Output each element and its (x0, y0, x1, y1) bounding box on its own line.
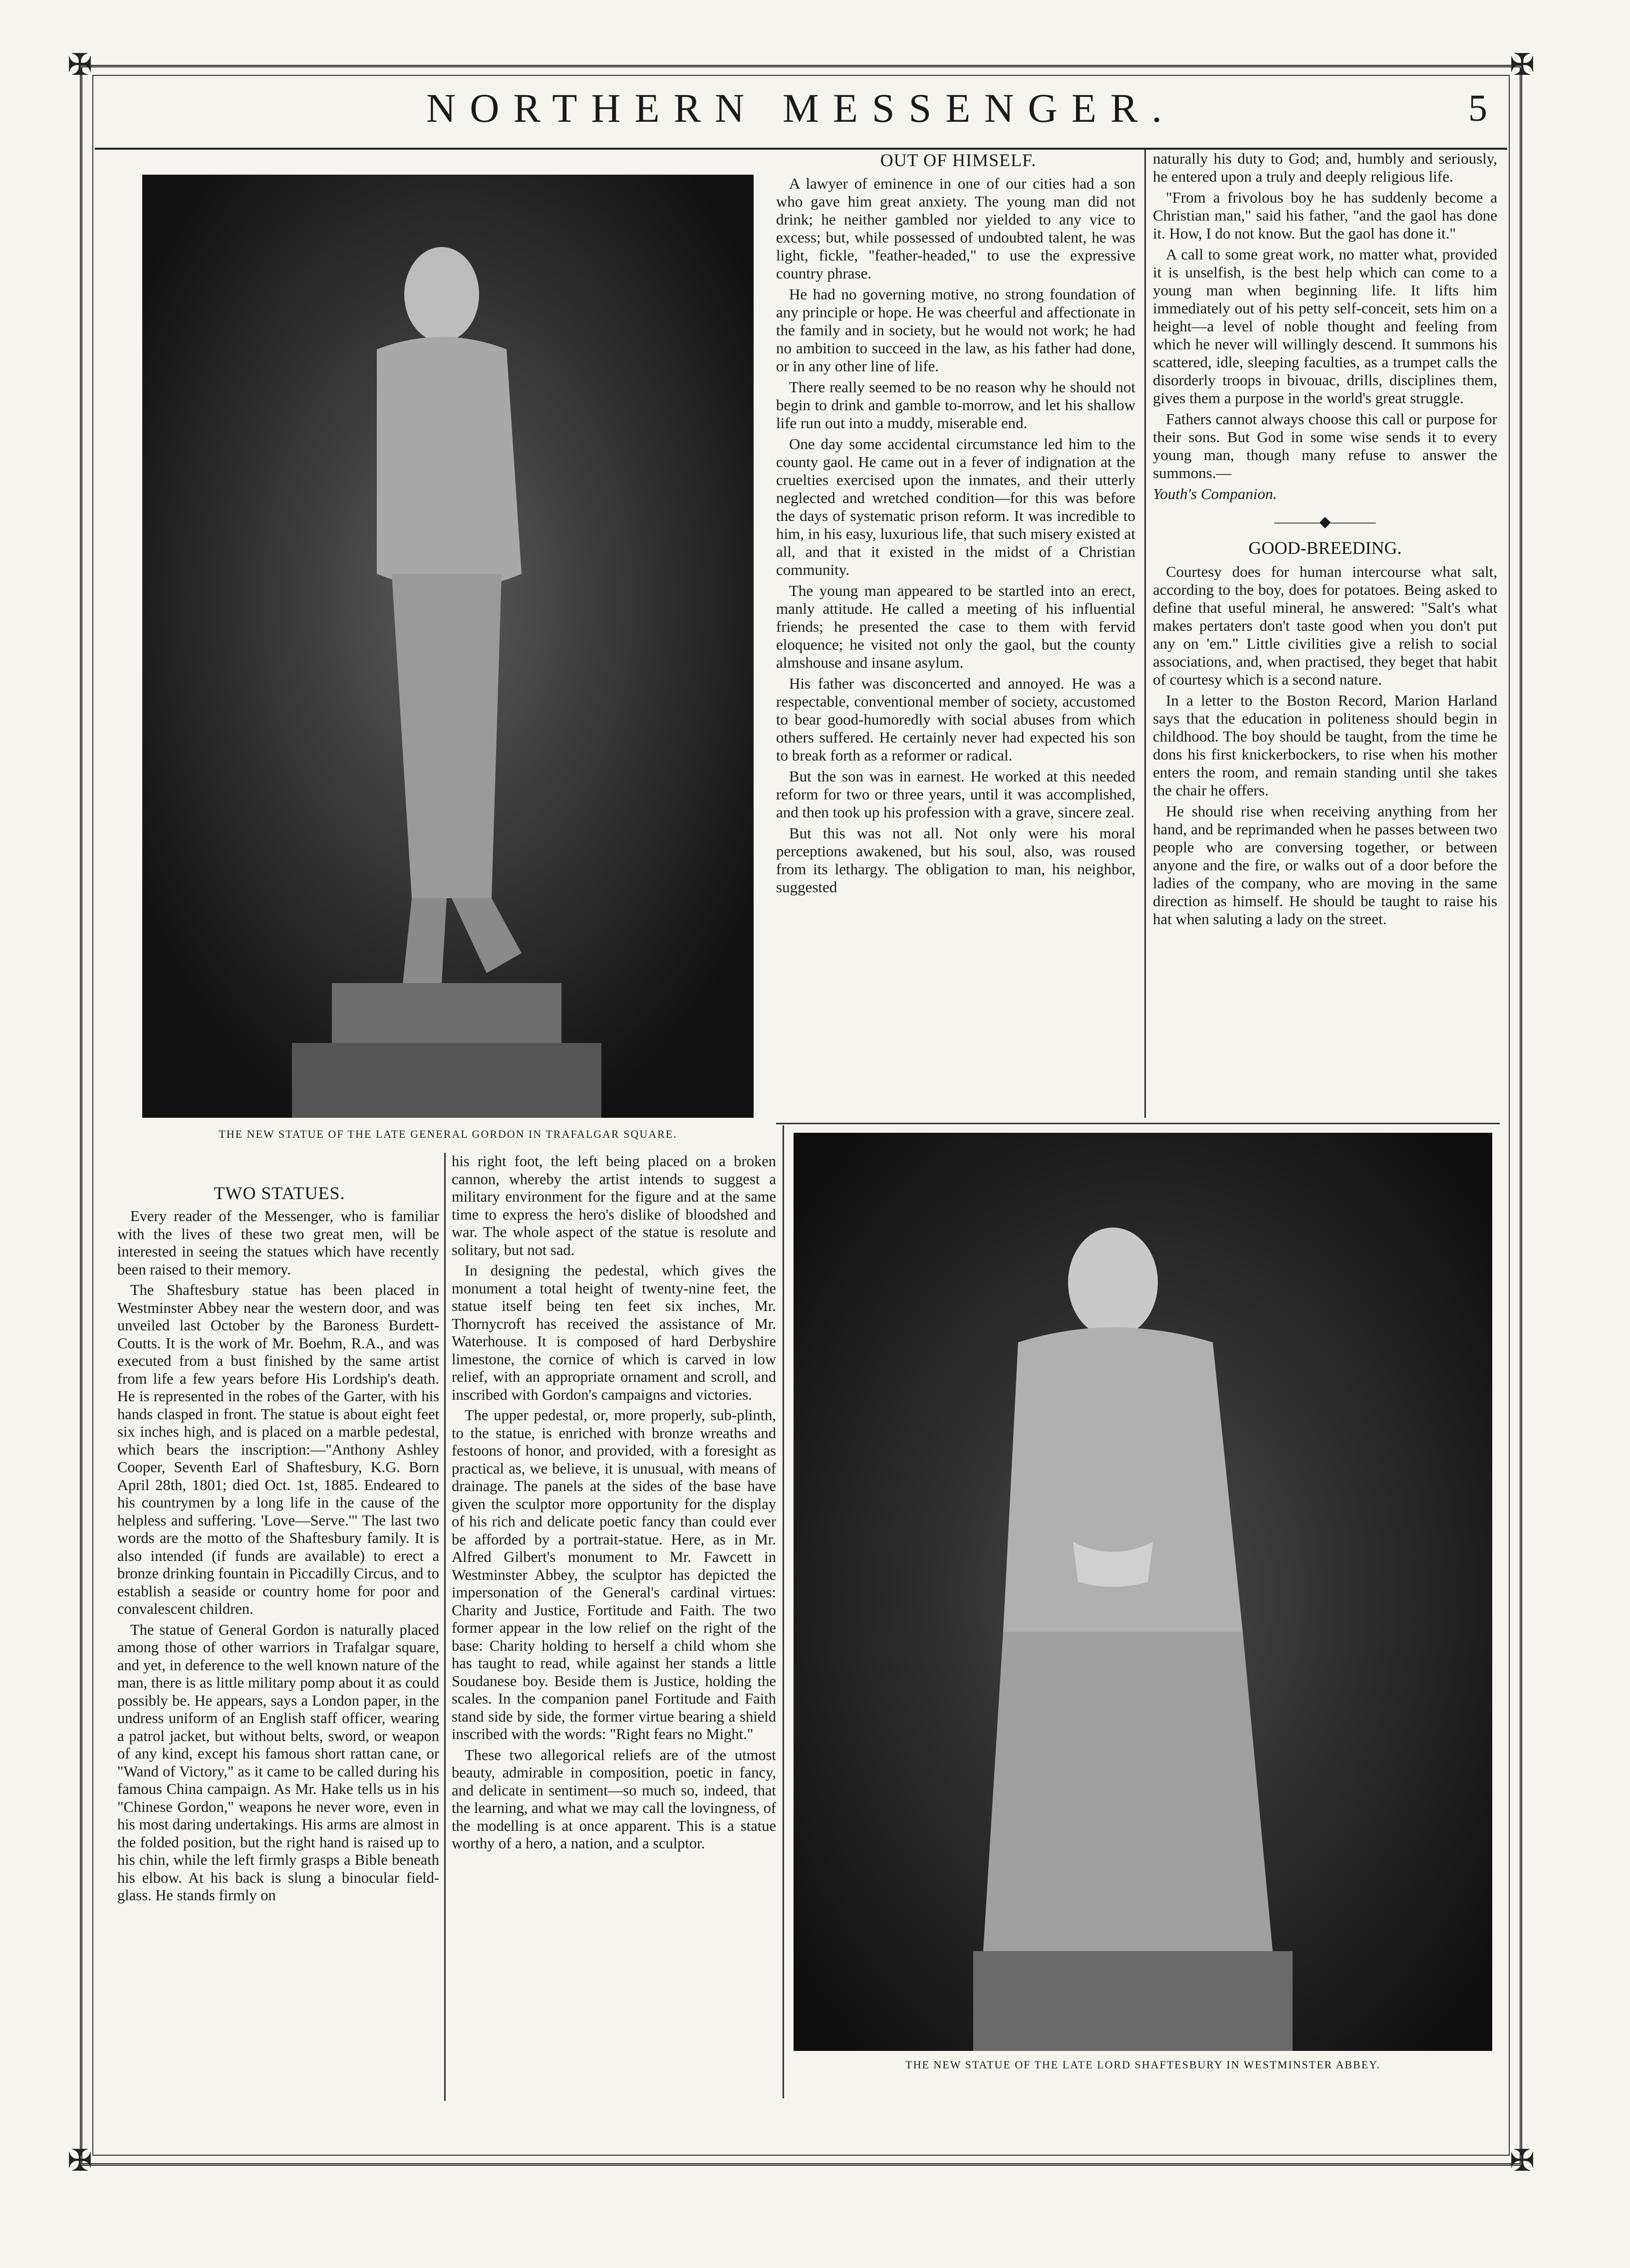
paragraph: But this was not all. Not only were his moral perceptions awakened, but his soul, also, was roused from its lethargy. The obligation to man, his neighbor, suggested (776, 824, 1135, 896)
corner-ornament-icon: ✠ (67, 48, 93, 81)
paragraph: In a letter to the Boston Record, Marion Harland says that the education in politeness should begin in childhood. The boy should be taught, from the time he dons his first knickerbockers, to rise when his mother enters the room, and remain standing until she takes the chair he offers. (1153, 692, 1497, 799)
shaftesbury-statue-image (794, 1133, 1492, 2051)
section-rule (776, 1123, 1500, 1124)
corner-ornament-icon: ✠ (1509, 48, 1535, 81)
column-rule (1144, 150, 1146, 1118)
paragraph: These two allegorical reliefs are of the utmost beauty, admirable in composition, poetic in fancy, and delicate in sentiment—so much so, indeed, that the learning, and what we may call the lovingness, of the modelling is at once apparent. This is a statue worthy of a hero, a nation, and a sculptor. (452, 1746, 776, 1852)
page-number: 5 (1468, 87, 1487, 129)
paragraph: Every reader of the Messenger, who is familiar with the lives of these two great men, will be interested in seeing the statues which have recently been raised to their memory. (117, 1208, 439, 1278)
paragraph: One day some accidental circumstance led him to the county gaol. He came out in a fever of indignation at the cruelties exercised upon the inmates, and their utterly neglected and wretched condition—for this was before the days of systematic prison reform. It was incredible to him, in his easy, luxurious life, that such misery existed at all, and that it existed in the midst of a Christian community. (776, 435, 1135, 578)
two-statues-heading: TWO STATUES. (214, 1183, 345, 1203)
shaftesbury-statue-photo (794, 1133, 1492, 2051)
column-rule (444, 1153, 446, 2101)
gordon-statue-image (142, 175, 754, 1118)
corner-ornament-icon: ✠ (1509, 2144, 1535, 2177)
section-divider-icon: ———◆——— (1274, 513, 1376, 530)
paragraph: The upper pedestal, or, more properly, sub-plinth, to the statue, is enriched with bronze wreaths and festoons of honor, and provided, with a foresight as practical as, we believe, it is unusual, with means of drainage. The panels at the sides of the base have given the sculptor more opportunity for the display of his rich and delicate poetic fancy than could ever be afforded by a portrait-statue. Here, as in Mr. Alfred Gilbert's monument to Mr. Fawcett in Westminster Abbey, the sculptor has depicted the impersonation of the General's cardinal virtues: Charity and Justice, Fortitude and Faith. The two former appear in the low relief on the right of the base: Charity holding to herself a child whom she has taught to read, while against her stands a little Soudanese boy. Beside them is Justice, holding the scales. In the companion panel Fortitude and Faith stand side by side, the former virtue bearing a shield inscribed with the words: "Right fears no Might." (452, 1407, 776, 1743)
paragraph: He had no governing motive, no strong foundation of any principle or hope. He was cheerful and affectionate in the family and in society, but he would not work; he had no ambition to succeed in the law, as his father had done, or in any other line of life. (776, 285, 1135, 375)
paragraph: The statue of General Gordon is naturally placed among those of other warriors in Trafalgar square, and yet, in deference to the well known nature of the man, there is as little military pomp about it as could possibly be. He appears, says a London paper, in the undress uniform of an English staff officer, wearing a patrol jacket, but without belts, sword, or weapon of any kind, except his famous short rattan cane, or "Wand of Victory," as it came to be called during his famous China campaign. As Mr. Hake tells us in his "Chinese Gordon," weapons he never wore, even in his most daring undertakings. His arms are almost in the folded position, but the right hand is raised up to his chin, while the left firmly grasps a Bible beneath his elbow. At his back is slung a binocular field-glass. He stands firmly on (117, 1621, 439, 1904)
paragraph: In designing the pedestal, which gives the monument a total height of twenty-nine feet, the statue itself being ten feet six inches, Mr. Thornycroft has received the assistance of Mr. Waterhouse. It is composed of hard Derbyshire limestone, the cornice of which is carved in low relief, with an appropriate ornament and scroll, and inscribed with Gordon's campaigns and victories. (452, 1262, 776, 1403)
masthead (95, 80, 1507, 150)
paragraph: "From a frivolous boy he has suddenly become a Christian man," said his father, "and the gaol has done it. How, I do not know. But the gaol has done it." (1153, 189, 1497, 242)
column-rule (783, 1125, 784, 2098)
gordon-photo-caption: THE NEW STATUE OF THE LATE GENERAL GORDON IN TRAFALGAR SQUARE. (219, 1128, 677, 1140)
good-breeding-heading: GOOD-BREEDING. (1248, 538, 1402, 558)
paragraph: naturally his duty to God; and, humbly and seriously, he entered upon a truly and deeply religious life. (1153, 150, 1497, 185)
two-statues-column-1 (117, 1208, 439, 1908)
paragraph: Fathers cannot always choose this call or purpose for their sons. But God in some wise sends it to every young man, though many refuse to answer the summons.— (1153, 410, 1497, 482)
two-statues-column-2 (452, 1153, 776, 1856)
paragraph: Courtesy does for human intercourse what salt, according to the boy, does for potatoes. Being asked to define that useful mineral, he answered: "Salt's what makes pertaters don't taste good when you don't put any on 'em." Little civilities give a relish to social associations, and, when practised, they beget that habit of courtesy which is a second nature. (1153, 563, 1497, 688)
corner-ornament-icon: ✠ (67, 2144, 93, 2177)
paragraph: The Shaftesbury statue has been placed in Westminster Abbey near the western door, and was unveiled last October by the Baroness Burdett-Coutts. It is the work of Mr. Boehm, R.A., and was executed from a bust finished by the same artist from life a few years before His Lordship's death. He is represented in the robes of the Garter, with his hands clasped in front. The statue is about eight feet six inches high, and is placed on a marble pedestal, which bears the inscription:—"Anthony Ashley Cooper, Seventh Earl of Shaftesbury, K.G. Born April 28th, 1801; died Oct. 1st, 1885. Endeared to his countrymen by a long life in the cause of the helpless and suffering. 'Love—Serve.'" The last two words are the motto of the Shaftesbury family. It is also intended (if funds are available) to erect a bronze drinking fountain in Piccadilly Circus, and to establish a seaside or country home for poor and convalescent children. (117, 1281, 439, 1617)
paragraph: A lawyer of eminence in one of our cities had a son who gave him great anxiety. The young man did not drink; he neither gambled nor yielded to any vice to excess; but, while possessed of undoubted talent, he was light, fickle, "feather-headed," to use the expressive country phrase. (776, 175, 1135, 282)
article-source: Youth's Companion. (1153, 485, 1277, 503)
out-of-himself-column-2 (1153, 150, 1497, 931)
paragraph: A call to some great work, no matter what, provided it is unselfish, is the best help which can come to a young man when beginning life. It lifts him immediately out of his petty self-conceit, sets him on a height—a level of noble thought and feeling from which he never will willingly descend. It summons his scattered, idle, sleeping faculties, as a trumpet calls the disorderly troops in bivouac, drills, disciplines them, gives them a purpose in the world's great struggle. (1153, 246, 1497, 407)
out-of-himself-heading: OUT OF HIMSELF. (880, 150, 1037, 170)
paragraph: his right foot, the left being placed on a broken cannon, whereby the artist intends to suggest a military environment for the figure and at the same time to express the hero's dislike of bloodshed and war. The whole aspect of the statue is resolute and solitary, but not sad. (452, 1153, 776, 1259)
paragraph: He should rise when receiving anything from her hand, and be reprimanded when he passes between two people who are conversing together, or between anyone and the fire, or walks out of a door before the ladies of the company, who are moving in the same direction as himself. He should be taught to raise his hat when saluting a lady on the street. (1153, 802, 1497, 928)
gordon-statue-photo (142, 175, 754, 1118)
paragraph: There really seemed to be no reason why he should not begin to drink and gamble to-morrow, and let his shallow life run out into a muddy, miserable end. (776, 378, 1135, 432)
shaftesbury-photo-caption: THE NEW STATUE OF THE LATE LORD SHAFTESBURY IN WESTMINSTER ABBEY. (905, 2058, 1380, 2071)
paragraph: But the son was in earnest. He worked at this needed reform for two or three years, until it was accomplished, and then took up his profession with a grave, sincere zeal. (776, 767, 1135, 821)
out-of-himself-column-1 (776, 175, 1135, 899)
newspaper-title: NORTHERN MESSENGER. (426, 85, 1176, 131)
paragraph: The young man appeared to be startled into an erect, manly attitude. He called a meeting of his influential friends; he presented the case to them with fervid eloquence; he visited not only the gaol, but the county almshouse and insane asylum. (776, 582, 1135, 671)
paragraph: His father was disconcerted and annoyed. He was a respectable, conventional member of society, accustomed to bear good-humoredly with social abuses from which others suffered. He certainly never had expected his son to break forth as a reformer or radical. (776, 675, 1135, 764)
